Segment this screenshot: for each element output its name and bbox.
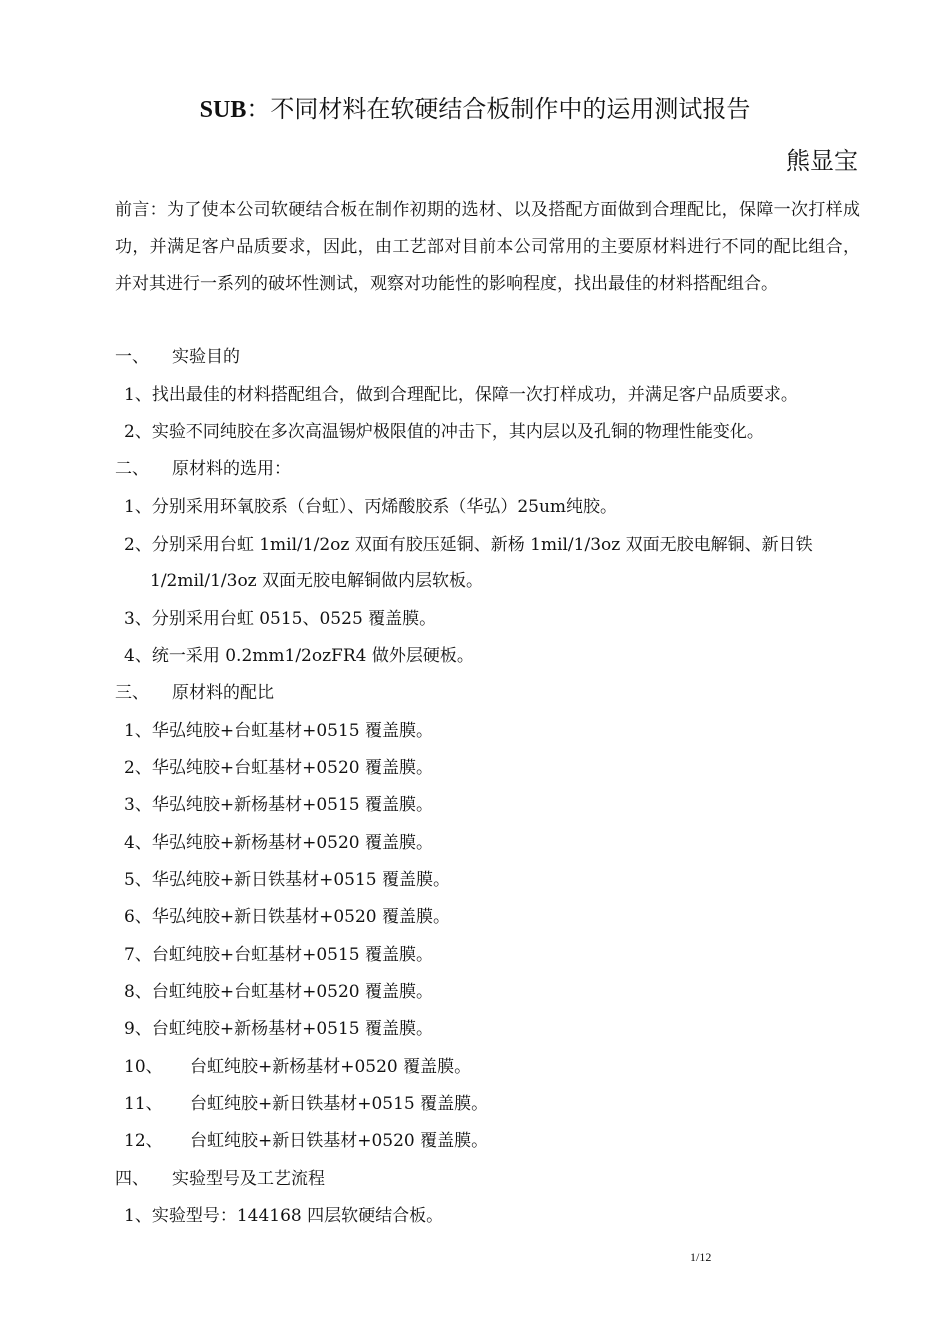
list-item — [124, 1129, 488, 1153]
item-text: 台虹纯胶+台虹基材+0515 覆盖膜。 — [151, 945, 433, 965]
item-number: 1、 — [124, 721, 152, 741]
item-number: 4、 — [124, 646, 152, 666]
item-number: 1、 — [124, 497, 152, 517]
item-number: 12、 — [124, 1131, 163, 1151]
author-name: 熊显宝 — [786, 147, 858, 175]
list-item — [124, 420, 764, 444]
title-prefix: SUB — [199, 97, 247, 123]
section-heading-4 — [115, 1167, 325, 1191]
list-item — [124, 719, 433, 743]
list-item — [124, 980, 433, 1004]
item-number: 11、 — [124, 1094, 163, 1114]
item-number: 2、 — [124, 422, 152, 442]
list-item — [124, 905, 450, 929]
list-item — [124, 1017, 433, 1041]
item-text: 分别采用台虹 0515、0525 覆盖膜。 — [151, 609, 437, 629]
section-heading-3 — [115, 681, 274, 705]
section-number: 四、 — [115, 1169, 149, 1189]
list-item — [124, 793, 433, 817]
item-text: 台虹纯胶+新日铁基材+0520 覆盖膜。 — [190, 1131, 489, 1151]
item-text: 华弘纯胶+新杨基材+0520 覆盖膜。 — [151, 833, 433, 853]
section-number: 一、 — [115, 347, 149, 367]
item-number: 1、 — [124, 385, 152, 405]
list-item — [124, 607, 436, 631]
item-number: 6、 — [124, 907, 152, 927]
item-text: 实验不同纯胶在多次高温锡炉极限值的冲击下，其内层以及孔铜的物理性能变化。 — [151, 422, 764, 442]
item-text: 台虹纯胶+新杨基材+0515 覆盖膜。 — [151, 1019, 433, 1039]
list-item — [124, 644, 474, 668]
list-item — [124, 868, 450, 892]
item-text: 华弘纯胶+新日铁基材+0515 覆盖膜。 — [151, 870, 450, 890]
item-text: 台虹纯胶+新日铁基材+0515 覆盖膜。 — [190, 1094, 489, 1114]
item-text: 实验型号：144168 四层软硬结合板。 — [151, 1206, 444, 1226]
list-item — [124, 383, 798, 407]
list-item — [124, 943, 433, 967]
section-heading-1 — [115, 345, 240, 369]
page-number: 1/12 — [690, 1250, 712, 1264]
item-text: 台虹纯胶+台虹基材+0520 覆盖膜。 — [151, 982, 433, 1002]
list-item — [124, 533, 813, 557]
title-text: ：不同材料在软硬结合板制作中的运用测试报告 — [246, 95, 751, 123]
item-text: 统一采用 0.2mm1/2ozFR4 做外层硬板。 — [151, 646, 474, 666]
item-text: 分别采用环氧胶系（台虹）、丙烯酸胶系（华弘）25um纯胶。 — [151, 497, 618, 517]
report-title — [0, 92, 950, 127]
list-item — [124, 1055, 471, 1079]
item-number: 8、 — [124, 982, 152, 1002]
item-text: 华弘纯胶+新杨基材+0515 覆盖膜。 — [151, 795, 433, 815]
list-item — [124, 756, 433, 780]
item-number: 4、 — [124, 833, 152, 853]
item-number: 3、 — [124, 795, 152, 815]
section-number: 二、 — [115, 459, 149, 479]
item-number: 9、 — [124, 1019, 152, 1039]
item-number: 7、 — [124, 945, 152, 965]
item-text: 分别采用台虹 1mil/1/2oz 双面有胶压延铜、新杨 1mil/1/3oz 双面无胶电解铜、新日铁 — [151, 535, 813, 555]
item-number: 3、 — [124, 609, 152, 629]
section-title: 原材料的配比 — [172, 683, 274, 703]
item-number: 1、 — [124, 1206, 152, 1226]
item-number: 10、 — [124, 1057, 163, 1077]
item-number: 2、 — [124, 535, 152, 555]
list-item — [124, 831, 433, 855]
list-item — [124, 1092, 488, 1116]
section-number: 三、 — [115, 683, 149, 703]
item-text: 华弘纯胶+新日铁基材+0520 覆盖膜。 — [151, 907, 450, 927]
section-title: 实验型号及工艺流程 — [172, 1169, 325, 1189]
item-text: 华弘纯胶+台虹基材+0520 覆盖膜。 — [151, 758, 433, 778]
item-text: 找出最佳的材料搭配组合，做到合理配比，保障一次打样成功，并满足客户品质要求。 — [151, 385, 798, 405]
preface-paragraph: 前言：为了使本公司软硬结合板在制作初期的选材、以及搭配方面做到合理配比，保障一次打样成功，并满足客户品质要求，因此，由工艺部对目前本公司常用的主要原材料进行不同的配比组合，并对其进行一系列的破坏性测试，观察对功能性的影响程度，找出最佳的材料搭配组合。 — [115, 200, 860, 294]
item-number: 2、 — [124, 758, 152, 778]
list-item — [124, 495, 617, 519]
section-title: 原材料的选用： — [172, 459, 291, 479]
item-number: 5、 — [124, 870, 152, 890]
section-title: 实验目的 — [172, 347, 240, 367]
section-heading-2 — [115, 457, 291, 481]
item-text: 台虹纯胶+新杨基材+0520 覆盖膜。 — [190, 1057, 472, 1077]
list-item — [124, 1204, 443, 1228]
list-item-continuation: 1/2mil/1/3oz 双面无胶电解铜做内层软板。 — [150, 571, 484, 591]
item-text: 华弘纯胶+台虹基材+0515 覆盖膜。 — [151, 721, 433, 741]
